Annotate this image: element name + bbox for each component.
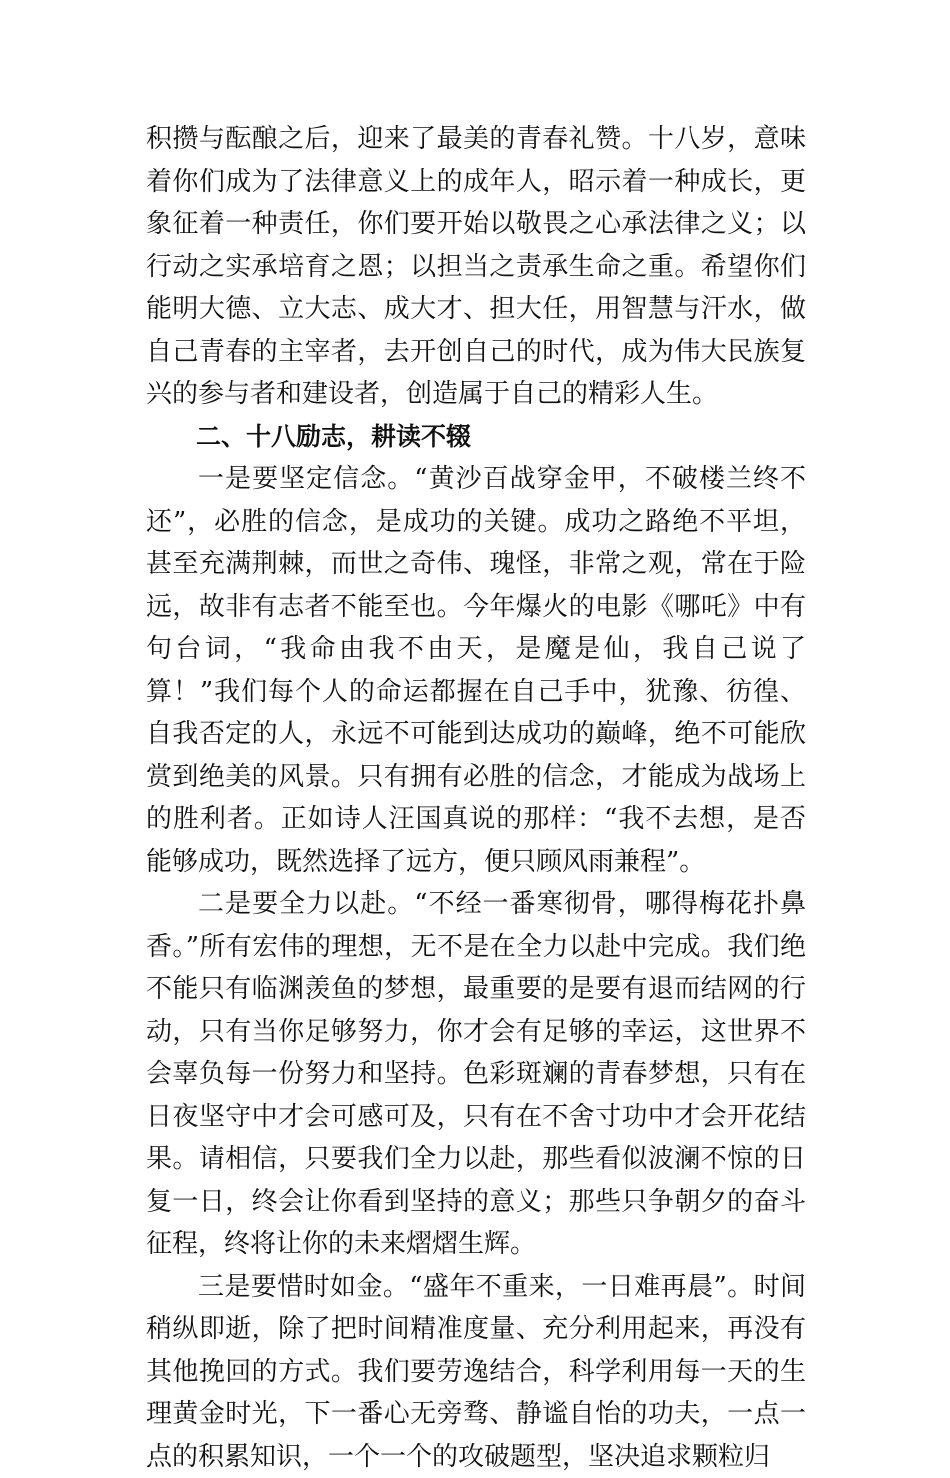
paragraph-belief: 一是要坚定信念。“黄沙百战穿金甲，不破楼兰终不还”，必胜的信念，是成功的关键。成功之路绝不平坦，甚至充满荆棘，而世之奇伟、瑰怪，非常之观，常在于险远，故非有志者不能至也。今年爆火的电影《哪吒》中有句台词，“我命由我不由天，是魔是仙，我自己说了算！”我们每个人的命运都握在自己手中，犹豫、彷徨、自我否定的人，永远不可能到达成功的巅峰，绝不可能欣赏到绝美的风景。只有拥有必胜的信念，才能成为战场上的胜利者。正如诗人汪国真说的那样：“我不去想，是否能够成功，既然选择了远方，便只顾风雨兼程”。 (146, 458, 806, 883)
document-body (146, 118, 806, 1478)
section-heading: 二、十八励志，耕读不辍 (146, 416, 806, 459)
paragraph-continued: 积攒与酝酿之后，迎来了最美的青春礼赞。十八岁，意味着你们成为了法律意义上的成年人，昭示着一种成长，更象征着一种责任，你们要开始以敬畏之心承法律之义；以行动之实承培育之恩；以担当之责承生命之重。希望你们能明大德、立大志、成大才、担大任，用智慧与汗水，做自己青春的主宰者，去开创自己的时代，成为伟大民族复兴的参与者和建设者，创造属于自己的精彩人生。 (146, 118, 806, 416)
paragraph-effort: 二是要全力以赴。“不经一番寒彻骨，哪得梅花扑鼻香。”所有宏伟的理想，无不是在全力以赴中完成。我们绝不能只有临渊羡鱼的梦想，最重要的是要有退而结网的行动，只有当你足够努力，你才会有足够的幸运，这世界不会辜负每一份努力和坚持。色彩斑斓的青春梦想，只有在日夜坚守中才会可感可及，只有在不舍寸功中才会开花结果。请相信，只要我们全力以赴，那些看似波澜不惊的日复一日，终会让你看到坚持的意义；那些只争朝夕的奋斗征程，终将让你的未来熠熠生辉。 (146, 883, 806, 1266)
paragraph-time: 三是要惜时如金。“盛年不重来，一日难再晨”。时间稍纵即逝，除了把时间精准度量、充分利用起来，再没有其他挽回的方式。我们要劳逸结合，科学利用每一天的生理黄金时光，下一番心无旁骛、静谧自怡的功夫，一点一点的积累知识，一个一个的攻破题型，坚决追求颗粒归 (146, 1266, 806, 1478)
